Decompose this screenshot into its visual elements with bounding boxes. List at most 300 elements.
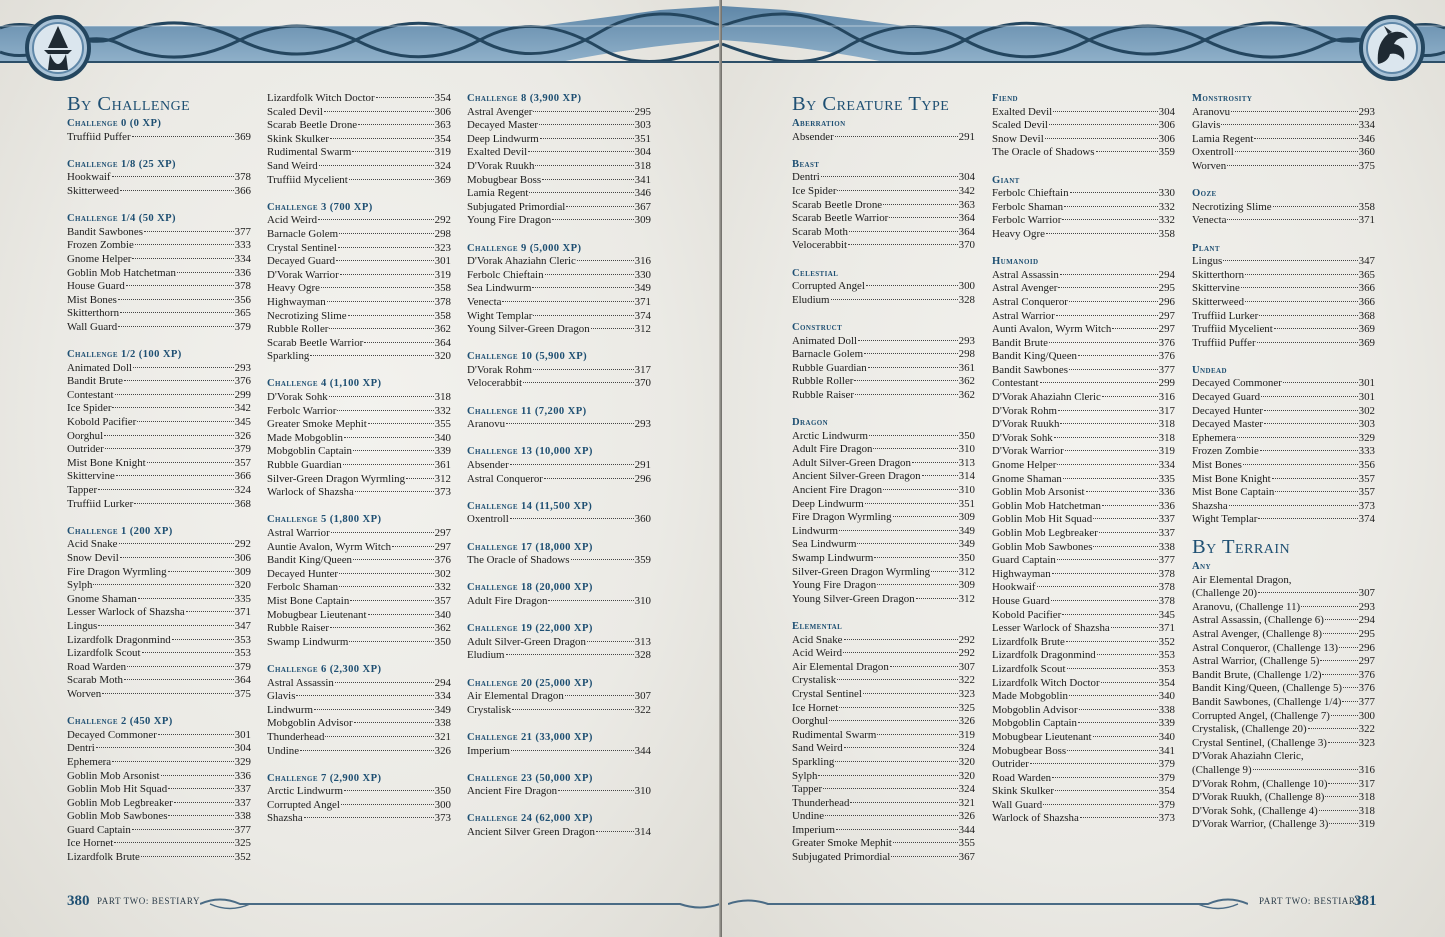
index-entry xyxy=(1192,296,1375,310)
entry-page: 323 xyxy=(434,241,451,254)
entry-name: Exalted Devil xyxy=(992,105,1053,118)
index-entry xyxy=(67,443,251,457)
challenge-column-1 xyxy=(67,92,251,865)
index-entry xyxy=(1192,764,1375,778)
index-section xyxy=(1192,560,1375,832)
index-entry xyxy=(67,538,251,552)
entry-name: The Oracle of Shadows xyxy=(992,146,1095,159)
index-entry xyxy=(467,649,651,663)
index-entry xyxy=(467,282,651,296)
section-heading: Challenge 21 (33,000 XP) xyxy=(467,731,593,743)
dot-leader xyxy=(523,382,634,383)
entry-name: Young Fire Dragon xyxy=(467,214,552,227)
index-entry xyxy=(1192,214,1375,228)
dot-leader xyxy=(1227,219,1357,220)
section-heading: Challenge 1 (200 XP) xyxy=(67,525,173,537)
entry-name: Warlock of Shazsha xyxy=(267,486,354,499)
index-entry xyxy=(67,729,251,743)
entry-name: Silver-Green Dragon Wyrmling xyxy=(267,472,406,485)
index-section xyxy=(792,321,975,403)
index-entry xyxy=(792,430,975,444)
entry-name: Rubble Raiser xyxy=(792,388,855,401)
dot-leader xyxy=(1093,518,1158,519)
index-entry xyxy=(267,799,451,813)
entry-page: 369 xyxy=(1358,336,1375,349)
index-entry xyxy=(1192,282,1375,296)
index-entry xyxy=(992,663,1175,677)
index-entry xyxy=(792,199,975,213)
index-entry xyxy=(992,418,1175,432)
dot-leader xyxy=(889,217,957,218)
entry-page: 318 xyxy=(1358,791,1375,804)
entry-page: 292 xyxy=(234,538,251,551)
entry-name: Fire Dragon Wyrmling xyxy=(67,565,167,578)
index-entry xyxy=(1192,669,1375,683)
index-section xyxy=(267,377,451,499)
dot-leader xyxy=(142,652,234,653)
entry-name: Decayed Master xyxy=(1192,418,1264,431)
index-entry xyxy=(467,704,651,718)
entry-page: 366 xyxy=(1358,282,1375,295)
entry-page: 293 xyxy=(1358,600,1375,613)
dot-leader xyxy=(310,355,433,356)
entry-page: 297 xyxy=(1158,309,1175,322)
entry-name: Decayed Commoner xyxy=(1192,377,1282,390)
creature-type-column-1 xyxy=(792,92,975,865)
entry-page: 316 xyxy=(634,255,651,268)
entry-page: 312 xyxy=(434,472,451,485)
entry-page: 375 xyxy=(1358,159,1375,172)
entry-name: Mobgoblin Advisor xyxy=(267,717,353,730)
entry-name: Imperium xyxy=(792,823,835,836)
entry-page: 374 xyxy=(634,309,651,322)
dot-leader xyxy=(506,654,634,655)
dot-leader xyxy=(1046,233,1158,234)
entry-page: 297 xyxy=(1358,655,1375,668)
index-section xyxy=(267,201,451,364)
entry-name: Deep Lindwurm xyxy=(467,132,539,145)
index-entry xyxy=(792,525,975,539)
dot-leader xyxy=(1227,165,1357,166)
index-entry xyxy=(792,837,975,851)
section-heading: Challenge 1/2 (100 XP) xyxy=(67,349,182,361)
entry-name: Air Elemental Dragon xyxy=(792,660,889,673)
entry-page: 349 xyxy=(434,703,451,716)
entry-page: 358 xyxy=(434,309,451,322)
index-entry xyxy=(792,742,975,756)
index-entry xyxy=(67,280,251,294)
dot-leader xyxy=(168,815,233,816)
index-entry xyxy=(992,432,1175,446)
index-entry xyxy=(267,106,451,120)
entry-name-line: D'Vorak Ahaziahn Cleric, xyxy=(1192,750,1304,763)
dot-leader xyxy=(529,192,633,193)
dot-leader xyxy=(1030,763,1158,764)
entry-name: Astral Avenger xyxy=(992,282,1058,295)
index-entry xyxy=(467,160,651,174)
index-entry xyxy=(792,280,975,294)
section-heading: Challenge 8 (3,900 XP) xyxy=(467,93,582,104)
entry-page: 355 xyxy=(958,837,975,850)
dot-leader xyxy=(105,448,234,449)
entry-name: D'Vorak Ruukh, (Challenge 8) xyxy=(1192,791,1325,804)
entry-page: 299 xyxy=(234,388,251,401)
entry-name: Auntie Avalon, Wyrm Witch xyxy=(267,540,392,553)
index-entry xyxy=(1192,737,1375,751)
entry-name: Rudimental Swarm xyxy=(792,728,877,741)
entry-page: 313 xyxy=(634,635,651,648)
dot-leader xyxy=(890,666,958,667)
entry-name: Thunderhead xyxy=(792,796,850,809)
section-heading: Challenge 17 (18,000 XP) xyxy=(467,541,593,553)
index-entry xyxy=(467,513,651,527)
dot-leader xyxy=(296,695,433,696)
dot-leader xyxy=(127,666,234,667)
entry-page: 353 xyxy=(234,647,251,660)
wizard-icon xyxy=(24,14,92,82)
index-entry xyxy=(67,770,251,784)
entry-page: 317 xyxy=(634,363,651,376)
entry-page: 353 xyxy=(1158,662,1175,675)
dot-leader xyxy=(118,299,234,300)
dot-leader xyxy=(339,586,434,587)
index-section xyxy=(67,117,251,144)
entry-page: 325 xyxy=(958,701,975,714)
dot-leader xyxy=(1060,423,1157,424)
dot-leader xyxy=(329,328,433,329)
entry-name: Contestant xyxy=(67,388,114,401)
entry-page: 364 xyxy=(958,212,975,225)
index-entry xyxy=(267,704,451,718)
index-entry xyxy=(992,595,1175,609)
entry-page: 324 xyxy=(234,484,251,497)
dot-leader xyxy=(96,747,234,748)
dot-leader xyxy=(571,559,634,560)
entry-name: Arctic Lindwurm xyxy=(792,429,868,442)
entry-name: Frozen Zombie xyxy=(67,239,134,252)
index-entry xyxy=(992,609,1175,623)
entry-name: Scarab Moth xyxy=(67,674,123,687)
index-section xyxy=(792,117,975,144)
entry-name: Shazsha xyxy=(267,812,303,825)
entry-name: Road Warden xyxy=(67,660,127,673)
entry-page: 338 xyxy=(434,717,451,730)
entry-page: 342 xyxy=(234,402,251,415)
dot-leader xyxy=(1049,342,1158,343)
index-entry xyxy=(792,579,975,593)
index-entry xyxy=(992,201,1175,215)
entry-name: Lindwurm xyxy=(792,524,838,537)
entry-name: Exalted Devil xyxy=(467,146,528,159)
index-entry xyxy=(992,649,1175,663)
index-section xyxy=(992,92,1175,160)
dot-leader xyxy=(1065,450,1158,451)
entry-name: Goblin Mob Sawbones xyxy=(992,540,1093,553)
entry-name: Decayed Master xyxy=(467,119,539,132)
dot-leader xyxy=(141,856,234,857)
entry-name: Young Silver-Green Dragon xyxy=(467,323,590,336)
entry-name: Ancient Silver-Green Dragon xyxy=(792,470,921,483)
index-section xyxy=(467,445,651,486)
dot-leader xyxy=(837,679,957,680)
dot-leader xyxy=(877,734,957,735)
index-entry xyxy=(792,498,975,512)
entry-name: Wall Guard xyxy=(992,798,1043,811)
entry-name: Lindwurm xyxy=(267,703,313,716)
dot-leader xyxy=(329,396,434,397)
entry-page: 365 xyxy=(1358,268,1375,281)
section-heading: Fiend xyxy=(992,93,1018,104)
dot-leader xyxy=(1261,396,1358,397)
entry-page: 293 xyxy=(958,334,975,347)
index-section xyxy=(267,663,451,758)
index-section xyxy=(467,242,651,337)
dot-leader xyxy=(922,475,958,476)
dot-leader xyxy=(1102,396,1158,397)
section-heading: Challenge 3 (700 XP) xyxy=(267,201,373,213)
dot-leader xyxy=(352,151,433,152)
entry-page: 360 xyxy=(1358,146,1375,159)
entry-page: 366 xyxy=(234,184,251,197)
entry-page: 307 xyxy=(634,690,651,703)
index-entry xyxy=(467,133,651,147)
entry-name: Crystal Sentinel, (Challenge 3) xyxy=(1192,736,1327,749)
entry-name: Worven xyxy=(1192,159,1227,172)
section-heading: Elemental xyxy=(792,620,843,632)
dot-leader xyxy=(1067,750,1158,751)
dot-leader xyxy=(1235,151,1358,152)
entry-name: Imperium xyxy=(467,744,510,757)
entry-page: 366 xyxy=(234,470,251,483)
entry-page: 318 xyxy=(1158,431,1175,444)
dot-leader xyxy=(350,600,433,601)
entry-name: Mobugbear Lieutenant xyxy=(992,730,1092,743)
index-entry xyxy=(67,267,251,281)
index-entry xyxy=(1192,377,1375,391)
index-entry xyxy=(992,337,1175,351)
entry-page: 321 xyxy=(958,796,975,809)
entry-page: 364 xyxy=(958,225,975,238)
index-entry xyxy=(792,362,975,376)
entry-page: 326 xyxy=(434,744,451,757)
entry-name: Animated Doll xyxy=(792,334,858,347)
index-entry xyxy=(267,418,451,432)
entry-page: 335 xyxy=(1158,472,1175,485)
dot-leader xyxy=(1056,315,1158,316)
entry-page: 319 xyxy=(434,146,451,159)
entry-page: 362 xyxy=(434,622,451,635)
index-entry xyxy=(467,106,651,120)
entry-page: 338 xyxy=(234,810,251,823)
entry-page: 379 xyxy=(234,443,251,456)
entry-page: 318 xyxy=(434,391,451,404)
index-entry xyxy=(267,486,451,500)
index-entry xyxy=(992,296,1175,310)
dot-leader xyxy=(839,530,958,531)
entry-page: 296 xyxy=(1358,641,1375,654)
index-entry xyxy=(992,269,1175,283)
entry-name: Young Silver-Green Dragon xyxy=(792,592,915,605)
index-entry xyxy=(992,690,1175,704)
dot-leader xyxy=(1243,464,1358,465)
entry-name: Mist Bone Captain xyxy=(267,594,350,607)
index-entry xyxy=(267,160,451,174)
entry-name: Rudimental Swarm xyxy=(267,146,352,159)
entry-name: D'Vorak Ruukh xyxy=(992,418,1060,431)
entry-page: 358 xyxy=(1158,227,1175,240)
entry-name: Goblin Mob Arsonist xyxy=(992,486,1085,499)
index-entry xyxy=(1192,682,1375,696)
entry-page: 302 xyxy=(434,567,451,580)
index-entry xyxy=(792,702,975,716)
dot-leader xyxy=(868,367,958,368)
index-entry xyxy=(792,294,975,308)
entry-page: 291 xyxy=(634,459,651,472)
dot-leader xyxy=(335,682,434,683)
entry-page: 292 xyxy=(958,647,975,660)
index-entry xyxy=(1192,500,1375,514)
section-heading: Dragon xyxy=(792,417,829,429)
index-entry xyxy=(267,119,451,133)
dot-leader xyxy=(304,817,434,818)
entry-page: 347 xyxy=(1358,255,1375,268)
entry-page: 345 xyxy=(1158,608,1175,621)
entry-page: 373 xyxy=(1358,499,1375,512)
index-entry xyxy=(467,745,651,759)
entry-page: 303 xyxy=(634,119,651,132)
dot-leader xyxy=(1241,287,1358,288)
entry-page: 330 xyxy=(1158,187,1175,200)
dot-leader xyxy=(392,546,434,547)
dot-leader xyxy=(1325,619,1358,620)
dot-leader xyxy=(349,641,433,642)
dot-leader xyxy=(548,600,633,601)
entry-page: 297 xyxy=(1158,323,1175,336)
entry-page: 333 xyxy=(1358,445,1375,458)
index-entry xyxy=(792,131,975,145)
entry-name: Oxentroll xyxy=(1192,146,1234,159)
index-entry xyxy=(67,375,251,389)
entry-name: Sylph xyxy=(792,769,818,782)
index-entry xyxy=(467,554,651,568)
dot-leader xyxy=(1245,301,1358,302)
entry-name: Astral Avenger, (Challenge 8) xyxy=(1192,627,1323,640)
entry-name: Swamp Lindwurm xyxy=(792,552,874,564)
index-entry xyxy=(467,826,651,840)
index-entry xyxy=(1192,445,1375,459)
entry-page: 377 xyxy=(1158,363,1175,376)
entry-page: 320 xyxy=(434,350,451,363)
section-heading: Challenge 19 (22,000 XP) xyxy=(467,623,593,635)
index-section xyxy=(992,255,1175,826)
dot-leader xyxy=(542,179,634,180)
index-entry xyxy=(992,568,1175,582)
entry-name: Contestant xyxy=(992,377,1039,390)
entry-name: Highwayman xyxy=(267,295,326,308)
index-entry xyxy=(267,445,451,459)
dot-leader xyxy=(314,709,434,710)
entry-page: 367 xyxy=(634,200,651,213)
entry-page: 340 xyxy=(434,608,451,621)
entry-page: 346 xyxy=(634,187,651,200)
section-heading: Challenge 20 (25,000 XP) xyxy=(467,677,593,689)
entry-page: 336 xyxy=(234,769,251,782)
entry-page: 338 xyxy=(1158,703,1175,716)
index-entry xyxy=(67,824,251,838)
entry-name: Frozen Zombie xyxy=(1192,445,1259,458)
entry-page: 312 xyxy=(634,323,651,336)
dot-leader xyxy=(1079,709,1158,710)
dot-leader xyxy=(849,231,958,232)
index-section xyxy=(467,92,651,228)
entry-name: Astral Warrior xyxy=(267,527,330,539)
entry-page: 334 xyxy=(1358,119,1375,132)
entry-name: Aunti Avalon, Wyrm Witch xyxy=(992,323,1112,336)
entry-name: Astral Assassin, (Challenge 6) xyxy=(1192,614,1324,627)
entry-page: 344 xyxy=(958,823,975,836)
entry-page: 353 xyxy=(234,633,251,646)
dot-leader xyxy=(1053,111,1157,112)
index-entry xyxy=(992,541,1175,555)
dot-leader xyxy=(587,641,634,642)
entry-name: Bandit Brute xyxy=(67,375,123,388)
entry-name: Absender xyxy=(792,130,834,143)
entry-page: 318 xyxy=(634,159,651,172)
section-heading: Challenge 11 (7,200 XP) xyxy=(467,405,587,417)
entry-page: 377 xyxy=(1158,554,1175,567)
dot-leader xyxy=(1264,410,1358,411)
entry-page: 349 xyxy=(634,282,651,295)
entry-page: 355 xyxy=(434,418,451,431)
entry-page: 306 xyxy=(1158,119,1175,132)
section-heading: Celestial xyxy=(792,267,839,279)
index-entry xyxy=(1192,432,1375,446)
section-heading: Challenge 13 (10,000 XP) xyxy=(467,446,593,458)
entry-name: Lesser Warlock of Shazsha xyxy=(67,606,185,619)
dot-leader xyxy=(883,489,958,490)
index-entry xyxy=(1192,473,1375,487)
dot-leader xyxy=(1258,518,1357,519)
index-entry xyxy=(1192,405,1375,419)
index-entry xyxy=(467,187,651,201)
entry-name: Skittervine xyxy=(1192,282,1240,295)
index-entry xyxy=(467,690,651,704)
dot-leader xyxy=(1037,586,1158,587)
entry-name: Gnome Shaman xyxy=(67,592,137,605)
entry-page: 310 xyxy=(634,594,651,607)
section-heading: Challenge 1/8 (25 XP) xyxy=(67,158,176,170)
entry-name: Oxentroll xyxy=(467,513,509,526)
index-entry xyxy=(992,758,1175,772)
entry-page: 292 xyxy=(958,633,975,646)
section-heading: Construct xyxy=(792,321,843,333)
entry-name: Astral Warrior, (Challenge 5) xyxy=(1192,655,1320,668)
dot-leader xyxy=(1067,668,1158,669)
dot-leader xyxy=(836,829,958,830)
entry-page: 323 xyxy=(958,687,975,700)
entry-page: 340 xyxy=(1158,690,1175,703)
dot-leader xyxy=(506,423,634,424)
dot-leader xyxy=(1308,728,1358,729)
index-entry xyxy=(67,797,251,811)
dot-leader xyxy=(98,489,234,490)
entry-page: 298 xyxy=(434,227,451,240)
dot-leader xyxy=(1049,124,1158,125)
entry-page: 371 xyxy=(234,606,251,619)
dot-leader xyxy=(1111,627,1158,628)
index-entry xyxy=(992,310,1175,324)
entry-page: 301 xyxy=(1358,377,1375,390)
